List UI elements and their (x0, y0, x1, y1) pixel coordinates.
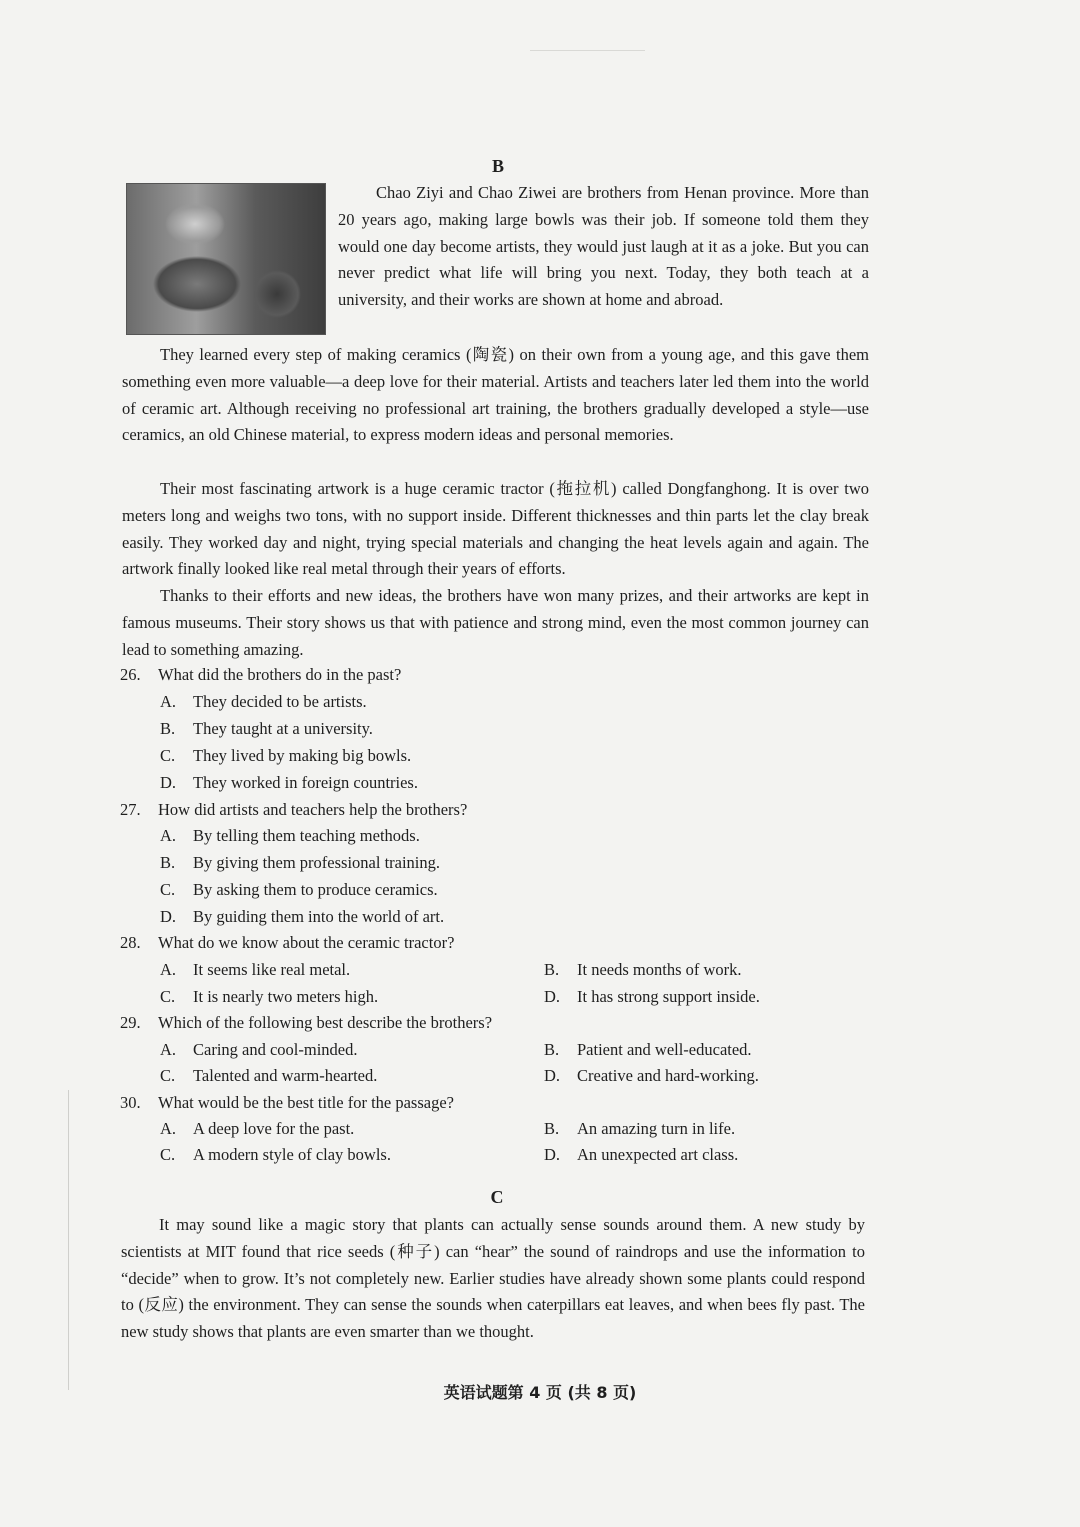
option-text: They worked in foreign countries. (193, 773, 418, 792)
option-text: Talented and warm-hearted. (193, 1066, 378, 1085)
brothers-photo (126, 183, 326, 335)
page-footer: 英语试题第 4 页 (共 8 页) (443, 1383, 637, 1402)
q26-option-a[interactable] (160, 689, 367, 716)
option-text: It has strong support inside. (577, 987, 760, 1006)
option-text: Caring and cool-minded. (193, 1040, 358, 1059)
section-b-paragraph-2: Their most fascinating artwork is a huge ceramic tractor (拖拉机) called Dongfanghong. It is over two meters long and weighs two tons, with no support inside. Different thicknesses and thin parts let the clay break easily. They worked day and night, trying special materials and changing the heat levels again and again. The artwork finally looked like real metal through their years of efforts. (122, 479, 869, 579)
option-letter: D. (160, 773, 177, 792)
option-letter: B. (544, 1119, 560, 1138)
q28-option-d[interactable] (544, 984, 760, 1011)
q29-option-c[interactable] (160, 1063, 377, 1090)
option-text: Creative and hard-working. (577, 1066, 759, 1085)
option-text: It needs months of work. (577, 960, 742, 979)
section-b-heading: B (491, 156, 504, 176)
question-number: 26. (120, 665, 141, 684)
q30-option-c[interactable] (160, 1142, 391, 1169)
option-letter: D. (160, 907, 177, 926)
option-text: A modern style of clay bowls. (193, 1145, 391, 1164)
option-letter: C. (160, 987, 176, 1006)
option-letter: A. (160, 1119, 177, 1138)
q28-option-b[interactable] (544, 957, 742, 984)
q29-option-a[interactable] (160, 1037, 358, 1064)
q30-option-d[interactable] (544, 1142, 738, 1169)
q28-option-a[interactable] (160, 957, 350, 984)
option-letter: D. (544, 1145, 561, 1164)
option-text: A deep love for the past. (193, 1119, 355, 1138)
option-text: They taught at a university. (193, 719, 373, 738)
question-28 (120, 930, 454, 957)
question-27 (120, 797, 467, 824)
q27-option-c[interactable] (160, 877, 438, 904)
option-letter: A. (160, 1040, 177, 1059)
q27-option-d[interactable] (160, 904, 444, 931)
option-letter: C. (160, 1066, 176, 1085)
q29-option-b[interactable] (544, 1037, 752, 1064)
option-letter: B. (544, 960, 560, 979)
option-text: By asking them to produce ceramics. (193, 880, 438, 899)
option-letter: B. (160, 853, 176, 872)
q28-option-c[interactable] (160, 984, 378, 1011)
binding-margin-line (68, 1090, 69, 1390)
top-rule (530, 50, 645, 51)
option-letter: B. (544, 1040, 560, 1059)
question-text: What did the brothers do in the past? (158, 665, 402, 684)
question-number: 27. (120, 800, 141, 819)
option-text: By giving them professional training. (193, 853, 441, 872)
q26-option-d[interactable] (160, 770, 418, 797)
section-b-intro: Chao Ziyi and Chao Ziwei are brothers from Henan province. More than 20 years ago, making large bowls was their job. If someone told them they would one day become artists, they would just laugh at it as a joke. But you can never predict what life will bring you next. Today, they both teach at a university, and their works are shown at home and abroad. (338, 183, 869, 310)
option-letter: D. (544, 987, 561, 1006)
option-letter: D. (544, 1066, 561, 1085)
option-text: They decided to be artists. (193, 692, 367, 711)
option-text: Patient and well-educated. (577, 1040, 752, 1059)
option-text: By guiding them into the world of art. (193, 907, 445, 926)
option-letter: A. (160, 692, 177, 711)
option-letter: A. (160, 960, 177, 979)
option-letter: A. (160, 826, 177, 845)
option-text: An amazing turn in life. (577, 1119, 736, 1138)
question-number: 30. (120, 1093, 141, 1112)
question-29 (120, 1010, 492, 1037)
question-text: What would be the best title for the passage? (158, 1093, 454, 1112)
section-c-paragraph: It may sound like a magic story that plants can actually sense sounds around them. A new study by scientists at MIT found that rice seeds (种子) can “hear” the sound of raindrops and use the information to “decide” when to grow. It’s not completely new. Earlier studies have already shown some plants could respond to (反应) the environment. They can sense the sounds when caterpillars eat leaves, and when bees fly past. The new study shows that plants are even smarter than we thought. (121, 1215, 865, 1342)
q29-option-d[interactable] (544, 1063, 759, 1090)
q30-option-a[interactable] (160, 1116, 354, 1143)
question-26 (120, 662, 401, 689)
section-b-paragraph-3: Thanks to their efforts and new ideas, the brothers have won many prizes, and their artworks are kept in famous museums. Their story shows us that with patience and strong mind, even the most common journey can lead to something amazing. (122, 586, 869, 659)
option-text: It is nearly two meters high. (193, 987, 379, 1006)
question-text: How did artists and teachers help the brothers? (158, 800, 468, 819)
section-c-heading: C (490, 1187, 504, 1207)
question-30 (120, 1090, 454, 1117)
option-text: They lived by making big bowls. (193, 746, 412, 765)
option-letter: C. (160, 1145, 176, 1164)
question-text: Which of the following best describe the brothers? (158, 1013, 493, 1032)
question-number: 29. (120, 1013, 141, 1032)
option-text: It seems like real metal. (193, 960, 351, 979)
option-text: An unexpected art class. (577, 1145, 739, 1164)
section-b-paragraph-1: They learned every step of making ceramics (陶瓷) on their own from a young age, and this gave them something even more valuable—a deep love for their material. Artists and teachers later led them into the world of ceramic art. Although receiving no professional art training, the brothers gradually developed a style—use ceramics, an old Chinese material, to express modern ideas and personal memories. (122, 345, 869, 445)
q27-option-b[interactable] (160, 850, 440, 877)
option-letter: C. (160, 880, 176, 899)
option-text: By telling them teaching methods. (193, 826, 420, 845)
q30-option-b[interactable] (544, 1116, 735, 1143)
question-number: 28. (120, 933, 141, 952)
q27-option-a[interactable] (160, 823, 420, 850)
question-text: What do we know about the ceramic tractor? (158, 933, 455, 952)
option-letter: B. (160, 719, 176, 738)
q26-option-c[interactable] (160, 743, 411, 770)
q26-option-b[interactable] (160, 716, 373, 743)
option-letter: C. (160, 746, 176, 765)
